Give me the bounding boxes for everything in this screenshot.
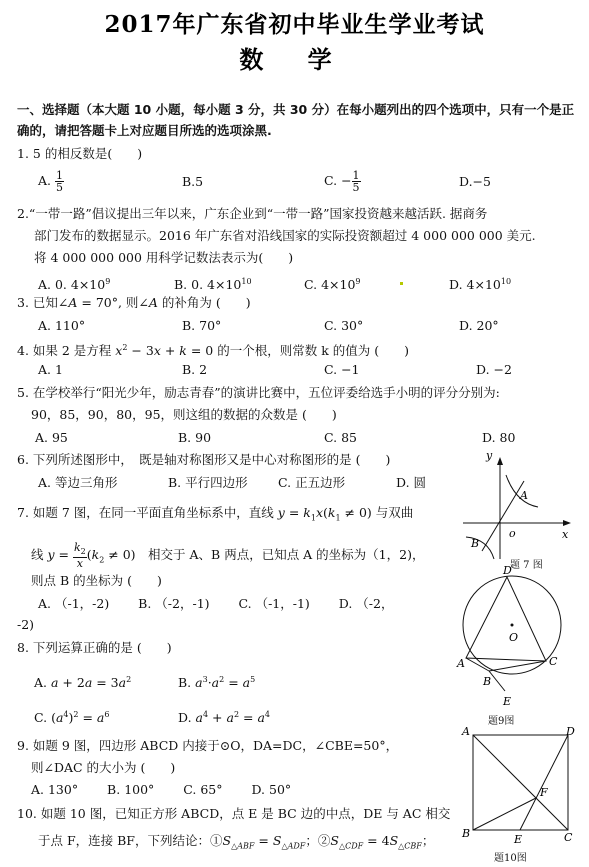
q10-line-1: 10. 如题 10 图，已知正方形 ABCD，点 E 是 BC 边的中点，DE 与 AC 相交 <box>17 806 451 821</box>
q2-line-2: 部门发布的数据显示。2016 年广东省对沿线国家的实际投资额超过 4 000 000 000 美元. <box>34 228 536 243</box>
f7-origin-label: o <box>509 527 516 540</box>
q7-options[interactable]: A. （-1，-2) B. （-2，-1) C. （-1，-1) D. （-2， <box>38 596 394 611</box>
q3-stem: 3. 已知∠A = 70°, 则∠A 的补角为 ( ) <box>17 295 251 310</box>
q6-option-c[interactable]: C. 正五边形 <box>278 475 346 490</box>
q7-line-2: 线 y = $\frac{k_2}{x}$ $(k_2 \ne 0)$ 相交于 A、B 两点，已知点 A 的坐标为（1，2)， <box>31 541 425 571</box>
stray-mark <box>400 282 403 285</box>
q3-option-a[interactable]: A. 110° <box>38 318 86 333</box>
q5-option-a[interactable]: A. 95 <box>35 430 68 445</box>
q8-option-a[interactable]: A. $a + 2a = 3a^2$ <box>34 675 132 691</box>
figure-9-caption: 题9图 <box>488 716 515 727</box>
q2-option-a[interactable]: A. 0. $4\times 10^9$ <box>38 277 111 293</box>
q1-option-a[interactable]: A. $\frac{1}{5}$ <box>38 169 63 194</box>
q10-line-2: 于点 F，连接 BF，下列结论：$①S_{\triangle ABF} = S_{\triangle ADF}$；$②S_{\triangle CDF} = 4S_{\triangle CBF}$； <box>38 833 435 851</box>
section-heading: 一、选择题（本大题 10 小题，每小题 3 分，共 30 分）在每小题列出的四个选项中，只有一个是正确的，请把答题卡上对应题目所选的选项涂黑. <box>17 102 575 138</box>
q7-line-3: 则点 B 的坐标为 ( ) <box>31 573 162 588</box>
q2-line-3: 将 4 000 000 000 用科学记数法表示为( ) <box>34 250 294 265</box>
figure-10-caption: 题10图 <box>494 853 527 864</box>
figure-10-square <box>458 723 583 848</box>
q2-line-1: 2.“一带一路”倡议提出三年以来，广东企业到“一带一路”国家投资越来越活跃. 据商务 <box>17 206 488 221</box>
f7-y-label: y <box>486 449 493 462</box>
q6-stem: 6. 下列所述图形中， 既是轴对称图形又是中心对称图形的是 ( ) <box>17 452 391 467</box>
f9-point-c-label: C <box>549 655 558 668</box>
q6-option-b[interactable]: B. 平行四边形 <box>168 475 248 490</box>
q3-option-c[interactable]: C. 30° <box>324 318 364 333</box>
figure-9-circle-quadrilateral <box>455 563 575 713</box>
figure-7-caption: 题 7 图 <box>510 560 543 571</box>
exam-title: 2017年广东省初中毕业生学业考试 <box>104 11 485 38</box>
q4-option-a[interactable]: A. 1 <box>38 362 63 377</box>
q3-option-b[interactable]: B. 70° <box>182 318 222 333</box>
f9-point-e-label: E <box>503 695 512 708</box>
f10-point-c-label: C <box>564 831 573 844</box>
f10-point-d-label: D <box>566 725 575 738</box>
q9-options[interactable]: A. 130° B. 100° C. 65° D. 50° <box>31 782 292 797</box>
q4-stem: 4. 如果 2 是方程 $x^2 - 3x + k = 0$ 的一个根，则常数 k 的值为 ( ) <box>17 343 409 359</box>
q5-line-1: 5. 在学校举行“阳光少年，励志青春”的演讲比赛中，五位评委给选手小明的评分分别为: <box>17 385 500 400</box>
f9-point-a-label: A <box>457 657 465 670</box>
q7-line-1: 7. 如题 7 图，在同一平面直角坐标系中，直线 $y = k_1x(k_1 \ne 0)$ 与双曲 <box>17 505 414 523</box>
q2-option-b[interactable]: B. 0. $4\times 10^{10}$ <box>174 277 252 293</box>
q9-line-2: 则∠DAC 的大小为 ( ) <box>31 760 176 775</box>
q6-option-a[interactable]: A. 等边三角形 <box>38 475 118 490</box>
q1-option-b[interactable]: B.5 <box>182 174 204 189</box>
f10-point-b-label: B <box>462 827 471 840</box>
q4-option-d[interactable]: D. −2 <box>476 362 512 377</box>
q1-option-d[interactable]: D.−5 <box>459 174 491 189</box>
subject-title: 数 学 <box>239 45 350 74</box>
f7-point-a-label: A <box>520 489 528 502</box>
q8-stem: 8. 下列运算正确的是 ( ) <box>17 640 172 655</box>
q3-option-d[interactable]: D. 20° <box>459 318 499 333</box>
q8-option-b[interactable]: B. $a^3\cdot a^2 = a^5$ <box>178 675 256 691</box>
f10-point-e-label: E <box>514 833 523 846</box>
q7-options-wrap: -2) <box>17 617 35 632</box>
q9-line-1: 9. 如题 9 图，四边形 ABCD 内接于⊙O，DA=DC，∠CBE=50°， <box>17 738 399 753</box>
figure-7-coordinate-graph <box>458 447 580 572</box>
q4-option-c[interactable]: C. −1 <box>324 362 360 377</box>
q5-option-c[interactable]: C. 85 <box>324 430 357 445</box>
f9-center-o-label: O <box>509 631 519 644</box>
f10-point-f-label: F <box>540 786 548 799</box>
f10-point-a-label: A <box>462 725 470 738</box>
q4-option-b[interactable]: B. 2 <box>182 362 208 377</box>
q1-option-c[interactable]: C. − $\frac{1}{5}$ <box>324 169 360 194</box>
q2-option-d[interactable]: D. $4\times 10^{10}$ <box>449 277 512 293</box>
f7-x-label: x <box>562 528 569 541</box>
f9-point-b-label: B <box>483 675 492 688</box>
q2-option-c[interactable]: C. $4\times 10^9$ <box>304 277 361 293</box>
q6-option-d[interactable]: D. 圆 <box>396 475 427 490</box>
q5-option-d[interactable]: D. 80 <box>482 430 516 445</box>
f7-point-b-label: B <box>471 537 480 550</box>
q8-option-c[interactable]: C. $(a^4)^2 = a^6$ <box>34 710 110 726</box>
q5-line-2: 90，85，90，80，95，则这组的数据的众数是 ( ) <box>31 407 337 422</box>
f9-point-d-label: D <box>503 564 512 577</box>
q8-option-d[interactable]: D. $a^4 + a^2 = a^4$ <box>178 710 271 726</box>
q5-option-b[interactable]: B. 90 <box>178 430 212 445</box>
q1-stem: 1. 5 的相反数是( ) <box>17 146 143 161</box>
